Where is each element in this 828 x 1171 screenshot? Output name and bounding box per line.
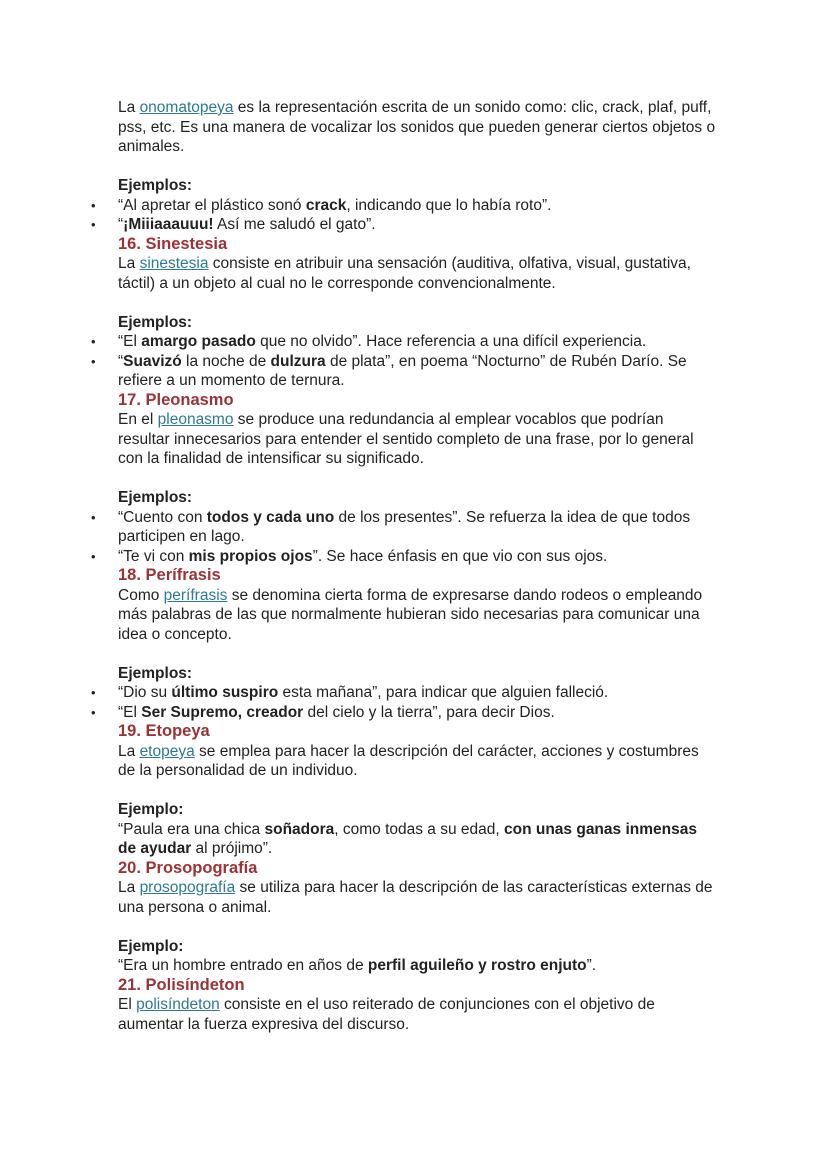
examples-label: Ejemplos:: [118, 177, 193, 194]
perifrasis-paragraph: Como perífrasis se denomina cierta forma de expresarse dando rodeos o empleando más palabras de las que normalmente hubieran sido necesarias para comunicar una idea o concepto.: [118, 586, 703, 643]
intro-paragraph: La onomatopeya es la representación escrita de un sonido como: clic, crack, plaf, puff, pss, etc. Es una manera de vocalizar los sonidos que pueden generar ciertos objetos o animales.: [118, 99, 716, 155]
section-heading-etopeya: 19. Etopeya: [118, 722, 210, 740]
example-label: Ejemplo:: [118, 937, 184, 955]
list-item: • “Cuento con todos y cada uno de los presentes”. Se refuerza la idea de que todos participen en lago.: [118, 508, 718, 547]
examples-label: Ejemplos:: [118, 489, 193, 506]
section-heading-perifrasis: 18. Perífrasis: [118, 566, 221, 584]
list-item: • “¡Miiiaaauuu! Así me saludó el gato”.: [118, 215, 718, 235]
examples-list: [118, 683, 718, 722]
section-heading-pleonasmo: 17. Pleonasmo: [118, 390, 234, 409]
examples-label: Ejemplos:: [118, 313, 193, 331]
examples-label: Ejemplos:: [118, 664, 193, 682]
examples-list: [118, 332, 718, 391]
perifrasis-link[interactable]: perífrasis: [163, 586, 228, 604]
list-item: • “El amargo pasado que no olvido”. Hace referencia a una difícil experiencia.: [118, 332, 718, 352]
prosopografia-paragraph: La prosopografía se utiliza para hacer la descripción de las características externas de una persona o animal.: [118, 879, 713, 916]
list-item: • “Suavizó la noche de dulzura de plata”, en poema “Nocturno” de Rubén Darío. Se refiere a un momento de ternura.: [118, 352, 718, 391]
polisindeton-link[interactable]: polisíndeton: [136, 996, 220, 1013]
example-text: “Paula era una chica soñadora, como todas a su edad, con unas ganas inmensas de ayudar al prójimo”.: [118, 820, 697, 857]
example-label: Ejemplo:: [118, 801, 184, 818]
list-item: • “Dio su último suspiro esta mañana”, para indicar que alguien falleció.: [118, 683, 718, 703]
prosopografia-link[interactable]: prosopografía: [139, 879, 236, 896]
section-heading-prosopografia: 20. Prosopografía: [118, 858, 258, 877]
section-heading-polisindeton: 21. Polisíndeton: [118, 975, 245, 994]
section-heading-sinestesia: 16. Sinestesia: [118, 234, 228, 253]
document-body: [118, 98, 718, 1034]
sinestesia-link[interactable]: sinestesia: [139, 255, 209, 272]
polisindeton-paragraph: El polisíndeton consiste en el uso reiterado de conjunciones con el objetivo de aumentar la fuerza expresiva del discurso.: [118, 996, 655, 1033]
examples-list: [118, 508, 718, 567]
onomatopeya-link[interactable]: onomatopeya: [139, 99, 234, 116]
sinestesia-paragraph: La sinestesia consiste en atribuir una sensación (auditiva, olfativa, visual, gustativa, táctil) a un objeto al cual no le corresponde convencionalmente.: [118, 255, 691, 292]
etopeya-paragraph: La etopeya se emplea para hacer la descripción del carácter, acciones y costumbres de la personalidad de un individuo.: [118, 742, 699, 779]
etopeya-link[interactable]: etopeya: [139, 742, 195, 760]
example-text: “Era un hombre entrado en años de perfil aguileño y rostro enjuto”.: [118, 957, 597, 974]
pleonasmo-link[interactable]: pleonasmo: [157, 411, 234, 428]
examples-list: [118, 196, 718, 235]
list-item: • “Te vi con mis propios ojos”. Se hace énfasis en que vio con sus ojos.: [118, 547, 718, 567]
pleonasmo-paragraph: En el pleonasmo se produce una redundancia al emplear vocablos que podrían resultar innecesarios para entender el sentido completo de una frase, por lo general con la finalidad de intensificar su significado.: [118, 411, 694, 467]
list-item: • “El Ser Supremo, creador del cielo y la tierra”, para decir Dios.: [118, 703, 718, 723]
list-item: • “Al apretar el plástico sonó crack, indicando que lo había roto”.: [118, 196, 718, 216]
